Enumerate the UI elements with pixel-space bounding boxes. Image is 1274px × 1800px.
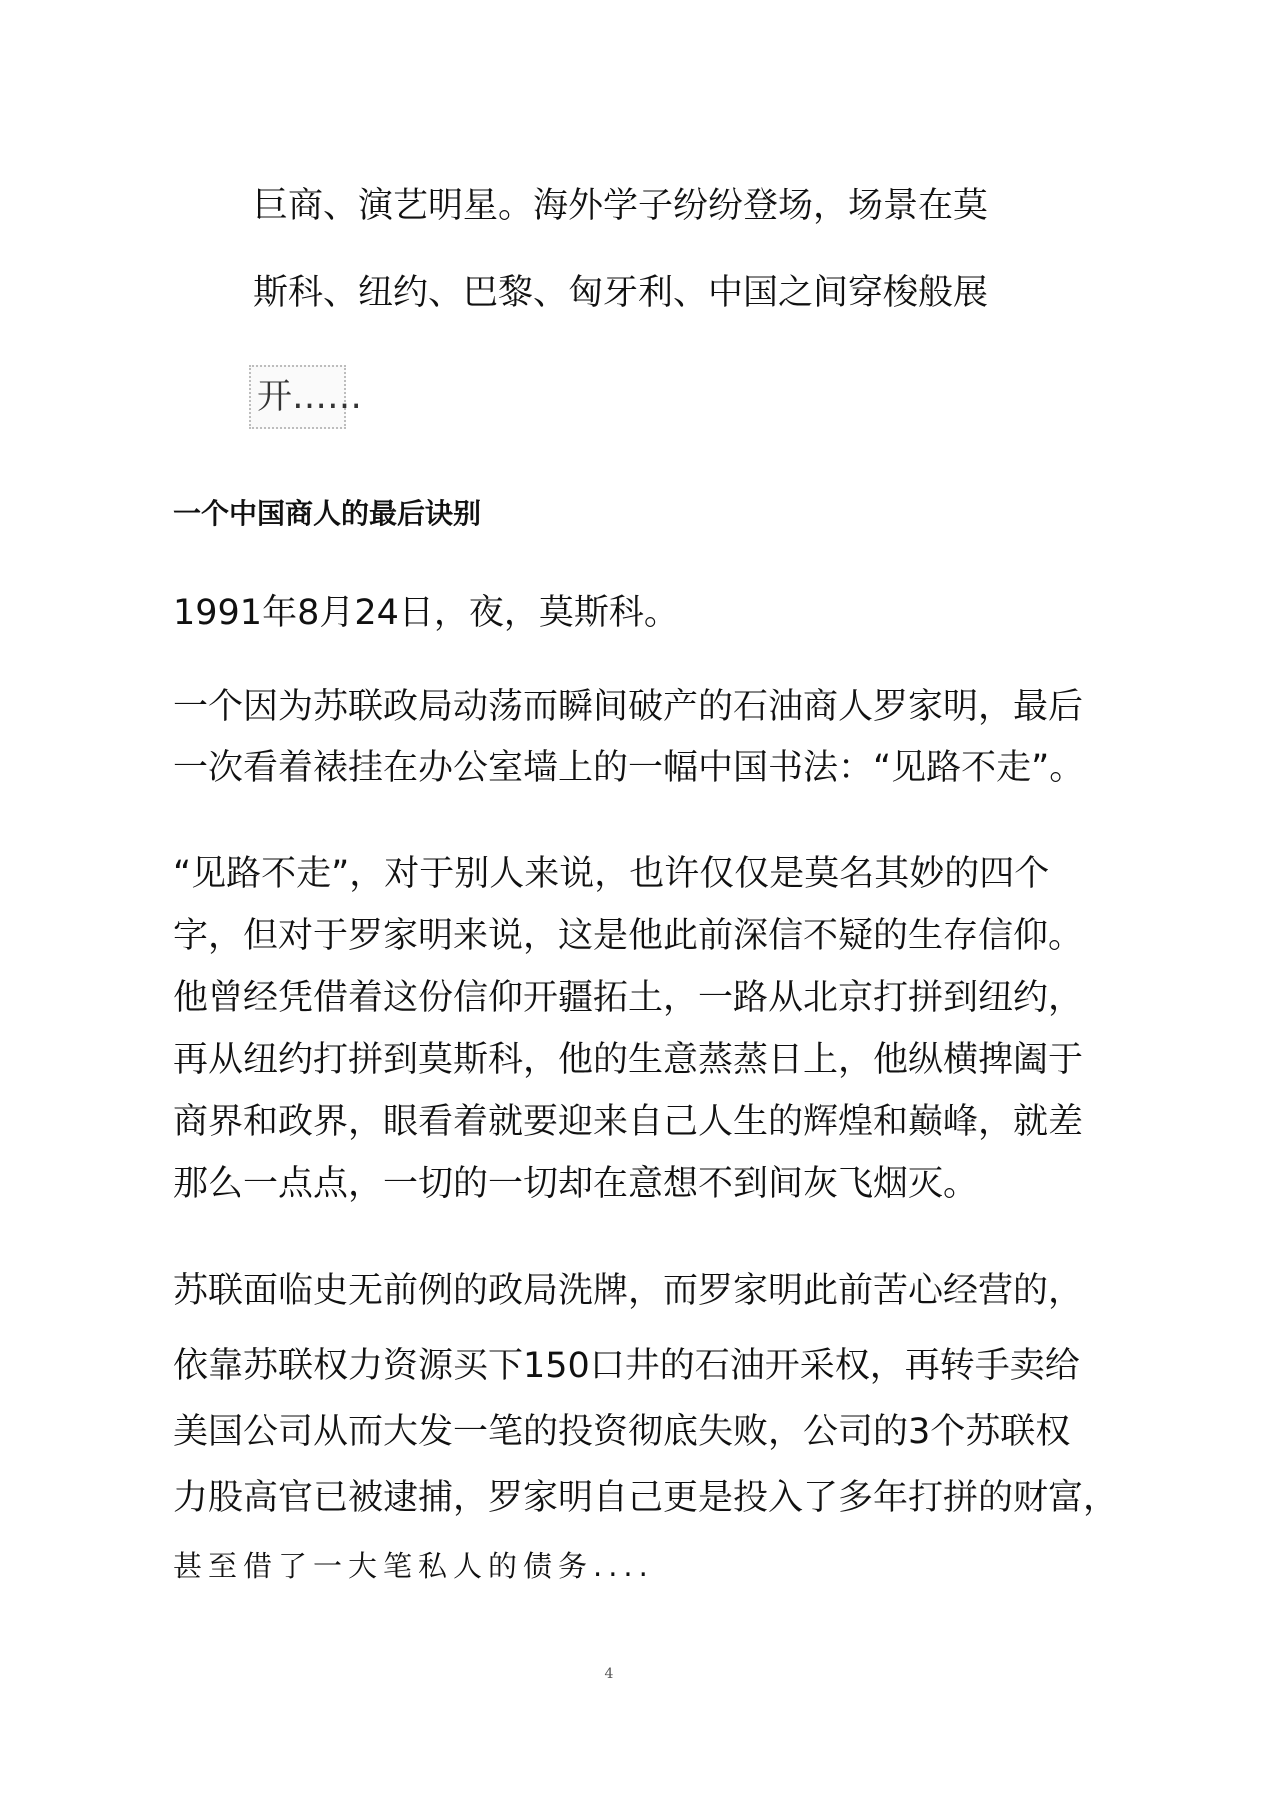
intro-line-2: 斯科、纽约、巴黎、匈牙利、中国之间穿梭般展: [253, 273, 989, 313]
paragraph3-line-2: 依靠苏联权力资源买下150口井的石油开采权，再转手卖给: [173, 1346, 1080, 1386]
paragraph2-line-3: 他曾经凭借着这份信仰开疆拓土，一路从北京打拼到纽约，: [173, 978, 1084, 1018]
paragraph2-line-6: 那么一点点，一切的一切却在意想不到间灰飞烟灭。: [173, 1164, 979, 1204]
paragraph1-line-1: 一个因为苏联政局动荡而瞬间破产的石油商人罗家明，最后: [173, 687, 1084, 727]
paragraph2-line-2: 字，但对于罗家明来说，这是他此前深信不疑的生存信仰。: [173, 916, 1084, 956]
paragraph3-line-4: 力股高官已被逮捕，罗家明自己更是投入了多年打拼的财富，: [173, 1478, 1119, 1518]
intro-line-1: 巨商、演艺明星。海外学子纷纷登场，场景在莫: [253, 186, 989, 226]
paragraph2-line-1: “见路不走”，对于别人来说，也许仅仅是莫名其妙的四个: [173, 854, 1050, 894]
intro-line-3: 开……: [257, 377, 363, 417]
paragraph2-line-4: 再从纽约打拼到莫斯科，他的生意蒸蒸日上，他纵横捭阖于: [173, 1040, 1084, 1080]
paragraph3-line-1: 苏联面临史无前例的政局洗牌，而罗家明此前苦心经营的，: [173, 1271, 1084, 1311]
paragraph3-line-5: 甚至借了一大笔私人的债务....: [173, 1549, 654, 1583]
page-number: 4: [604, 1666, 614, 1682]
date-line: 1991年8月24日，夜，莫斯科。: [173, 593, 679, 633]
section-heading: 一个中国商人的最后诀别: [173, 497, 482, 530]
paragraph2-line-5: 商界和政界，眼看着就要迎来自己人生的辉煌和巅峰，就差: [173, 1102, 1084, 1142]
framed-text-box: [249, 365, 363, 429]
paragraph3-line-3: 美国公司从而大发一笔的投资彻底失败，公司的3个苏联权: [173, 1412, 1071, 1452]
paragraph1-line-2: 一次看着裱挂在办公室墙上的一幅中国书法：“见路不走”。: [173, 748, 1085, 788]
